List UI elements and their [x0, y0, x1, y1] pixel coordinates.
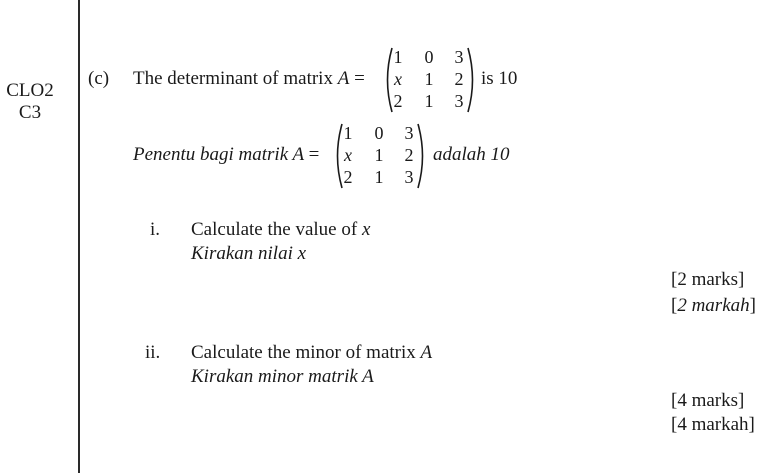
matrix-variable: A — [337, 68, 350, 89]
equals-sign: = — [354, 68, 365, 89]
right-paren — [416, 122, 428, 190]
part-numeral: i. — [150, 219, 161, 240]
marks-label-malay: [4 markah] — [671, 414, 755, 435]
statement-suffix-english: is 10 — [481, 68, 518, 89]
question-statement-english — [133, 68, 365, 90]
marks-label-english: [2 marks] — [671, 269, 745, 290]
matrix-cell: 3 — [454, 91, 464, 111]
matrix-cell: 0 — [424, 47, 434, 67]
matrix-cell: 3 — [404, 167, 414, 187]
clo-label — [4, 80, 56, 124]
marks-label-malay: [2 markah] — [671, 295, 756, 316]
matrix-cell: 1 — [343, 123, 353, 143]
part-variable: A — [420, 342, 433, 363]
margin-divider-line — [78, 0, 80, 473]
part-prompt: Calculate the minor of matrix — [191, 342, 421, 363]
matrix-cell: 2 — [393, 91, 403, 111]
matrix-cell: 3 — [454, 47, 464, 67]
matrix-cell: 3 — [404, 123, 414, 143]
matrix-cell: x — [394, 69, 402, 89]
matrix-malay — [332, 122, 428, 190]
marks-value-malay: 2 markah — [677, 295, 750, 316]
matrix-cell: 1 — [424, 69, 434, 89]
matrix-cell: 1 — [374, 167, 384, 187]
matrix-cell: 2 — [404, 145, 414, 165]
part-variable: x — [361, 219, 371, 240]
part-question-malay: Kirakan minor matrik A — [191, 366, 374, 387]
matrix-cell: 1 — [393, 47, 403, 67]
clo-code: CLO2 — [6, 80, 54, 101]
part-question-malay: Kirakan nilai x — [191, 243, 307, 264]
statement-suffix-malay: adalah 10 — [433, 144, 510, 165]
question-statement-malay — [133, 144, 319, 166]
matrix-english — [382, 46, 478, 114]
part-question-english — [191, 219, 370, 241]
marks-label-english: [4 marks] — [671, 390, 745, 411]
matrix-variable: A — [292, 144, 304, 165]
part-prompt: Calculate the value of — [191, 219, 362, 240]
matrix-cell: 1 — [424, 91, 434, 111]
part-numeral: ii. — [145, 342, 161, 363]
equals-sign: = — [308, 144, 320, 165]
right-paren — [466, 46, 478, 114]
matrix-cell: 0 — [374, 123, 384, 143]
cognitive-level: C3 — [18, 102, 42, 123]
matrix-cell: 1 — [374, 145, 384, 165]
matrix-cell: 2 — [343, 167, 353, 187]
matrix-cell: 2 — [454, 69, 464, 89]
part-question-english — [191, 342, 432, 364]
statement-prefix: Penentu bagi matrik — [133, 144, 293, 165]
question-label: (c) — [88, 68, 110, 89]
matrix-cell: x — [344, 145, 352, 165]
statement-prefix: The determinant of matrix — [133, 68, 338, 89]
